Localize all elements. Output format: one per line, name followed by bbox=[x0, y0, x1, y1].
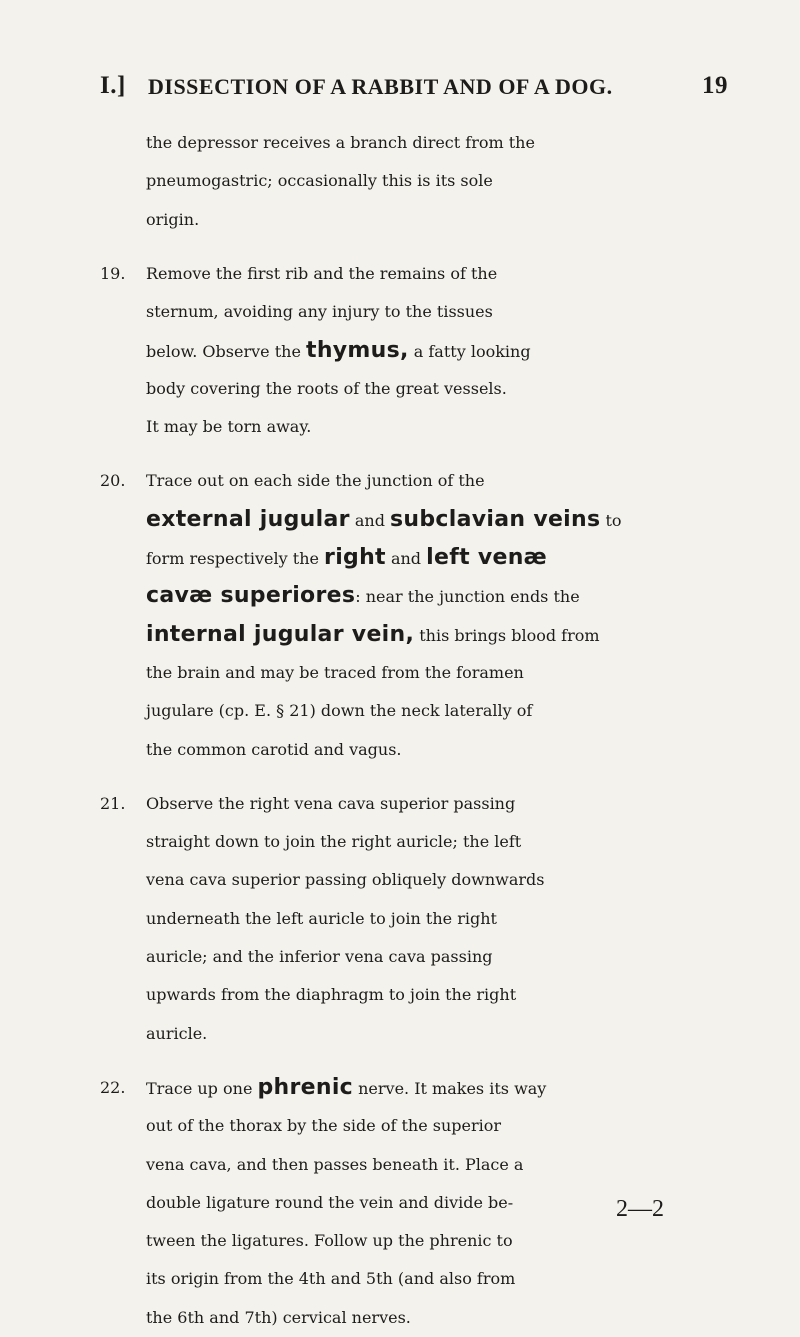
paragraph-line bbox=[146, 1260, 515, 1298]
continuation-line: origin. bbox=[146, 209, 200, 229]
paragraph-line bbox=[146, 1146, 523, 1184]
text-run: Observe the right vena cava superior passing bbox=[146, 793, 516, 813]
text-run: straight down to join the right auricle; the left bbox=[146, 832, 522, 852]
text-run: Remove the first rib and the remains of the bbox=[146, 263, 498, 283]
text-run: out of the thorax by the side of the superior bbox=[146, 1116, 502, 1136]
paragraph-line bbox=[146, 332, 531, 370]
text-run: form respectively the bbox=[146, 549, 325, 568]
paragraph-line bbox=[146, 1299, 411, 1337]
text-run: vena cava, and then passes beneath it. Place a bbox=[146, 1154, 524, 1174]
paragraph-line bbox=[146, 1184, 513, 1222]
paragraph-number: 21. bbox=[100, 793, 126, 813]
text-run: its origin from the 4th and 5th (and also from bbox=[146, 1269, 516, 1289]
text-run: body covering the roots of the great vessels. bbox=[146, 378, 507, 398]
text-run: the 6th and 7th) cervical nerves. bbox=[146, 1307, 411, 1327]
text-run: Trace out on each side the junction of the bbox=[146, 471, 485, 491]
text-run: and bbox=[349, 510, 391, 530]
paragraph-number: 22. bbox=[100, 1077, 126, 1097]
bold-term: phrenic bbox=[257, 1074, 354, 1100]
paragraph-line bbox=[146, 616, 600, 654]
continuation-line: pneumogastric; occasionally this is its sole bbox=[146, 171, 493, 191]
running-header bbox=[100, 64, 728, 108]
bold-term: thymus, bbox=[306, 337, 409, 363]
paragraph-line bbox=[146, 861, 545, 899]
page-number: 19 bbox=[702, 72, 728, 99]
text-run: the brain and may be traced from the foramen bbox=[146, 662, 524, 682]
text-run: below. Observe the bbox=[146, 341, 306, 361]
paragraph-number: 19. bbox=[100, 263, 126, 283]
text-run: It may be torn away. bbox=[146, 417, 312, 437]
continuation-line: the depressor receives a branch direct from the bbox=[146, 133, 535, 152]
text-run: auricle. bbox=[146, 1023, 208, 1043]
running-title: DISSECTION OF A RABBIT AND OF A DOG. bbox=[148, 74, 613, 99]
text-run: : near the junction ends the bbox=[355, 587, 580, 607]
bold-term: right bbox=[324, 545, 386, 570]
bold-term: internal jugular vein, bbox=[146, 621, 415, 647]
paragraph-line bbox=[146, 1069, 546, 1107]
paragraph-line bbox=[146, 1015, 207, 1053]
text-run: jugulare (cp. E. § 21) down the neck laterally of bbox=[146, 701, 533, 721]
text-run: upwards from the diaphragm to join the right bbox=[146, 985, 517, 1005]
paragraph-line bbox=[146, 823, 521, 861]
paragraph-line bbox=[146, 1107, 501, 1145]
bold-term: cavæ superiores bbox=[146, 583, 356, 609]
text-run: Trace up one bbox=[146, 1078, 258, 1098]
text-run: tween the ligatures. Follow up the phrenic to bbox=[146, 1231, 513, 1251]
paragraph-line bbox=[146, 577, 580, 615]
paragraph-line bbox=[146, 654, 524, 692]
text-run: auricle; and the inferior vena cava passing bbox=[146, 947, 493, 966]
text-run: and bbox=[385, 549, 427, 568]
paragraph-line bbox=[146, 692, 532, 730]
text-run: the common carotid and vagus. bbox=[146, 739, 402, 759]
text-run: sternum, avoiding any injury to the tissues bbox=[146, 302, 493, 322]
text-run: nerve. It makes its way bbox=[353, 1078, 547, 1098]
text-run: underneath the left auricle to join the right bbox=[146, 908, 497, 928]
text-run: to bbox=[600, 510, 622, 530]
paragraph-line bbox=[146, 293, 493, 331]
section-marker: I.] bbox=[100, 72, 126, 99]
paragraph-line bbox=[146, 501, 622, 539]
paragraph-line bbox=[146, 731, 402, 769]
bold-term: subclavian veins bbox=[390, 506, 601, 532]
paragraph-line bbox=[146, 938, 493, 976]
paragraph-line bbox=[146, 255, 497, 293]
paragraph-line bbox=[146, 785, 515, 823]
bold-term: left venæ bbox=[426, 545, 548, 570]
paragraph-number: 20. bbox=[100, 471, 126, 491]
paragraph-line bbox=[146, 1222, 513, 1260]
paragraph-line bbox=[146, 539, 547, 577]
paragraph-line bbox=[146, 976, 516, 1014]
text-run: this brings blood from bbox=[414, 625, 600, 645]
paragraph-line bbox=[146, 462, 485, 500]
bold-term: external jugular bbox=[146, 506, 350, 532]
text-run: a fatty looking bbox=[408, 341, 531, 361]
paragraph-line bbox=[146, 408, 311, 446]
text-run: vena cava superior passing obliquely downwards bbox=[146, 870, 545, 890]
signature-mark: 2—2 bbox=[616, 1196, 664, 1222]
text-run: double ligature round the vein and divide be- bbox=[146, 1192, 514, 1212]
paragraph-line bbox=[146, 370, 507, 408]
paragraph-line bbox=[146, 900, 497, 938]
